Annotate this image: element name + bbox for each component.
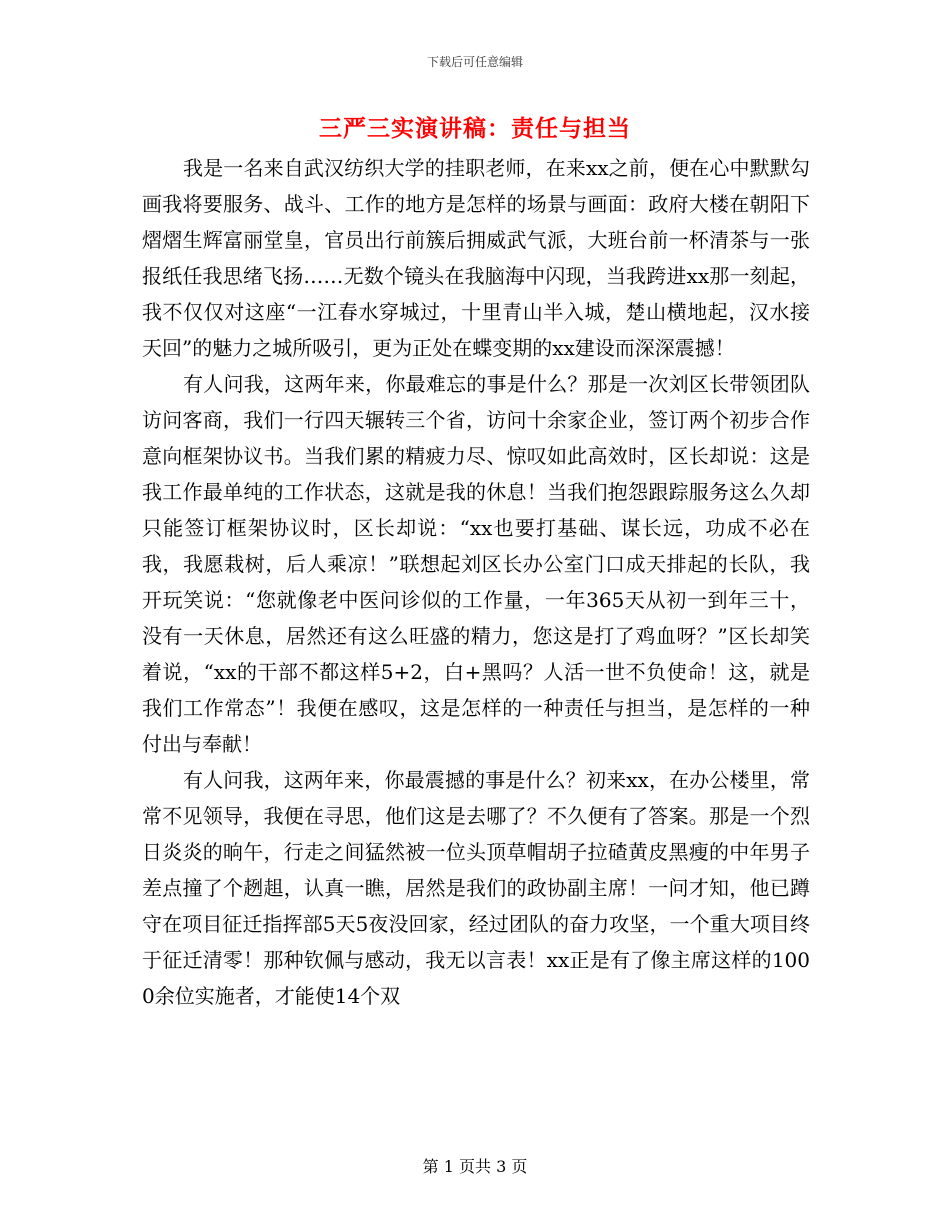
page-header-note: 下载后可任意编辑 [426, 55, 523, 69]
paragraph-3: 有人问我，这两年来，你最震撼的事是什么？初来xx，在办公楼里，常常不见领导，我便在寻思，他们这是去哪了？不久便有了答案。那是一个烈日炎炎的晌午，行走之间猛然被一位头顶草帽胡子拉碴黄皮黑瘦的中年男子差点撞了个趔趄，认真一瞧，居然是我们的政协副主席！一问才知，他已蹲守在项目征迁指挥部5天5夜没回家，经过团队的奋力攻坚，一个重大项目终于征迁清零！那种钦佩与感动，我无以言表！xx正是有了像主席这样的1000余位实施者，才能使14个双 [142, 768, 810, 1008]
paragraph-2: 有人问我，这两年来，你最难忘的事是什么？那是一次刘区长带领团队访问客商，我们一行四天辗转三个省，访问十余家企业，签订两个初步合作意向框架协议书。当我们累的精疲力尽、惊叹如此高效时，区长却说：这是我工作最单纯的工作状态，这就是我的休息！当我们抱怨跟踪服务这么久却只能签订框架协议时，区长却说：“xx也要打基础、谋长远，功成不必在我，我愿栽树，后人乘凉！”联想起刘区长办公室门口成天排起的长队，我开玩笑说：“您就像老中医问诊似的工作量，一年365天从初一到年三十，没有一天休息，居然还有这么旺盛的精力，您这是打了鸡血呀？”区长却笑着说，“xx的干部不都这样5+2，白+黑吗？人活一世不负使命！这，就是我们工作常态”！我便在感叹，这是怎样的一种责任与担当，是怎样的一种付出与奉献！ [142, 372, 810, 756]
page-number: 第 1 页共 3 页 [422, 1157, 528, 1176]
paragraph-1: 我是一名来自武汉纺织大学的挂职老师，在来xx之前，便在心中默默勾画我将要服务、战斗、工作的地方是怎样的场景与画面：政府大楼在朝阳下熠熠生辉富丽堂皇，官员出行前簇后拥威武气派，大班台前一杯清茶与一张报纸任我思绪飞扬……无数个镜头在我脑海中闪现，当我跨进xx那一刻起，我不仅仅对这座“一江春水穿城过，十里青山半入城，楚山横地起，汉水接天回”的魅力之城所吸引，更为正处在蝶变期的xx建设而深深震撼！ [142, 156, 810, 360]
document-title: 三严三实演讲稿：责任与担当 [319, 115, 631, 142]
document-body [142, 150, 810, 1014]
